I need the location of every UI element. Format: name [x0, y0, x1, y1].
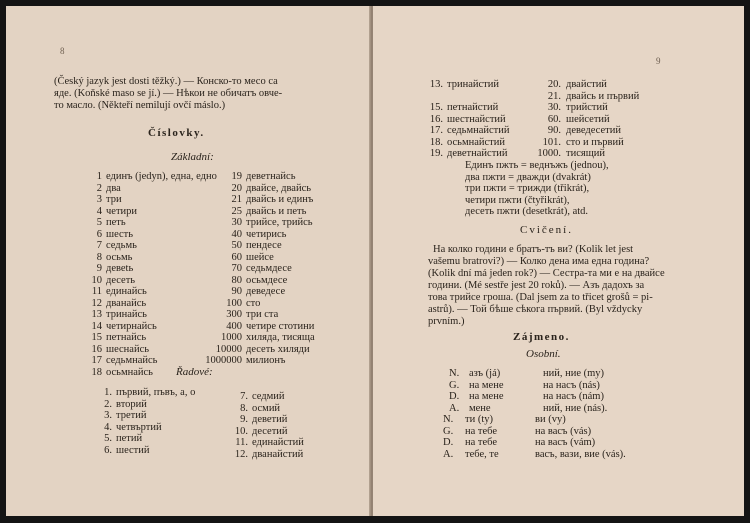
number: 1000	[221, 332, 242, 343]
number: 15.	[429, 102, 443, 113]
number: 17	[91, 355, 102, 366]
number: 1000000	[205, 355, 242, 366]
number: 90	[231, 286, 242, 297]
intro-line: то масло. (Někteří nemilují ovčí máslo.)	[54, 100, 226, 111]
ordinal-word: седьмнайстий	[447, 125, 510, 136]
number-word: четире стотини	[246, 320, 315, 332]
number: 6	[96, 228, 102, 240]
number: 12	[91, 297, 102, 309]
number: 15	[91, 332, 102, 343]
number: 18	[91, 366, 102, 378]
number: 100	[226, 297, 242, 309]
case-label: D.	[443, 437, 454, 448]
ordinal-word	[447, 91, 509, 103]
number: 21.	[547, 90, 561, 102]
word-column	[116, 387, 195, 456]
number-word: четирнайсь	[106, 320, 157, 332]
number: 3	[96, 194, 102, 205]
pronoun-form: на тебе	[465, 437, 498, 448]
number-column	[88, 171, 102, 378]
ordinal-word: осьмнайстий	[447, 136, 505, 148]
case-label: N.	[449, 368, 460, 379]
ordinal-word: шестнайстий	[447, 113, 506, 125]
number: 13.	[429, 79, 443, 90]
number: 1	[96, 171, 102, 182]
number-word: пендесе	[246, 240, 282, 251]
number-word: два	[106, 182, 121, 194]
ordinal-word: четвъртий	[116, 421, 162, 433]
number: 25	[231, 205, 242, 217]
section-heading: Cvičení.	[520, 224, 573, 236]
pronoun-form: мене	[469, 402, 491, 414]
number-word: сто	[246, 297, 261, 309]
number: 7	[96, 240, 102, 251]
singular-column	[465, 414, 499, 460]
number: 50	[231, 240, 242, 251]
number: 12.	[234, 448, 248, 460]
number: 20.	[547, 79, 561, 90]
ordinal-word: шестий	[116, 444, 150, 456]
number-word: три ста	[246, 309, 279, 320]
case-label: D.	[449, 391, 460, 402]
ordinal-word: десетий	[252, 425, 288, 437]
ordinal-word: тисящий	[566, 148, 606, 159]
intro-line: (Český jazyk jest dosti těžký.) — Конско-то месо са	[54, 76, 278, 87]
exercise-line: това трийсе гроша. (Dal jsem za to třicet grošů = pi-	[428, 292, 653, 303]
plural-column	[543, 368, 607, 414]
case-label: G.	[443, 425, 454, 437]
ordinal-word: деведесетий	[566, 125, 621, 136]
number-word: седьмь	[106, 240, 137, 251]
page-number: 8	[60, 46, 65, 56]
page-number: 9	[656, 56, 661, 66]
pronoun-form: на васъ (vám)	[535, 437, 596, 448]
number: 6.	[104, 444, 112, 456]
number-word: деведесе	[246, 286, 286, 297]
number: 4.	[104, 421, 112, 433]
number-word: шейсе	[246, 251, 274, 263]
number-word: двайсе, двайсь	[246, 182, 312, 194]
ordinal-word: тринайстий	[447, 79, 499, 90]
number-word: осьмь	[106, 251, 133, 263]
number: 400	[226, 320, 242, 332]
number-word: деветнайсь	[246, 171, 296, 182]
case-label: A.	[443, 448, 454, 460]
exercise-line: години. (Mé sestře jest 20 roků). — Азъ дадохъ за	[428, 280, 645, 291]
number: 90.	[547, 125, 561, 136]
number: 10	[91, 274, 102, 286]
number-word: осьмнайсь	[106, 366, 153, 378]
word-column	[447, 79, 509, 160]
case-label: A.	[449, 402, 460, 414]
number: 11.	[235, 437, 248, 448]
number-word: десеть	[106, 274, 136, 286]
ordinal-word: трийстий	[566, 102, 608, 113]
subsection-title: Osobní.	[526, 348, 561, 360]
number: 30.	[547, 102, 561, 113]
number: 16.	[429, 113, 443, 125]
number-word: петнайсь	[106, 332, 147, 343]
exercise-line: На колко години е братъ-тъ ви? (Kolik let jest	[433, 244, 634, 255]
number-word: четирись	[246, 228, 287, 240]
number: 60	[231, 251, 242, 263]
number-word: седьмнайсь	[106, 355, 158, 366]
multiplicative-line: Единъ пжть = веднъжъ (jednou),	[465, 160, 609, 171]
number-word: шеснайсь	[106, 343, 150, 355]
number: 1000.	[537, 148, 561, 159]
exercise-line: (Kolik dní má jeden rok?) — Сестра-та ми е на двайсе	[428, 268, 665, 279]
pronoun-form: ти (ty)	[465, 414, 493, 425]
case-label: N.	[443, 414, 454, 425]
left-page	[6, 6, 371, 516]
ordinal-word: двайстий	[566, 79, 607, 90]
number-word: десеть хиляди	[246, 343, 310, 355]
ordinal-word: третий	[116, 410, 147, 421]
pronoun-form: на васъ (vás)	[535, 425, 592, 437]
ordinal-word: първий, пъвъ, а, о	[116, 387, 196, 398]
ordinal-word: петий	[116, 433, 143, 444]
ordinal-word: единайстий	[252, 437, 304, 448]
pronoun-form: ви (vy)	[535, 414, 566, 425]
pronoun-form: на мене	[469, 379, 504, 391]
number	[421, 91, 443, 103]
multiplicative-line: четири пжти (čtyřikrát),	[465, 194, 570, 206]
number-column	[94, 387, 112, 456]
word-column	[566, 79, 639, 160]
pronoun-form: ний, ние (my)	[543, 368, 605, 379]
number: 21	[231, 194, 242, 205]
number: 2.	[104, 398, 112, 410]
ordinal-word: осмий	[252, 402, 281, 414]
number: 11	[91, 286, 102, 297]
word-column	[246, 171, 315, 367]
number-word: единъ (jedyn), една, едно	[106, 171, 217, 182]
ordinal-word: дванайстий	[252, 448, 304, 460]
number-word: четири	[106, 205, 138, 217]
number-word: трийсе, трийсь	[246, 217, 313, 228]
subsection-title: Řadové:	[176, 366, 213, 378]
ordinal-word: сто и първий	[566, 136, 624, 148]
ordinal-word: деветий	[252, 414, 288, 425]
number-word: дванайсь	[106, 297, 147, 309]
number: 7.	[240, 391, 248, 402]
case-column	[443, 414, 453, 460]
number-column	[184, 171, 242, 367]
ordinal-word: деветнайстий	[447, 148, 508, 159]
pronoun-form: тебе, те	[465, 448, 499, 460]
number: 8	[96, 251, 102, 263]
intro-line: яде. (Koňské maso se jí.) — Нѣкои не обичатъ овче-	[54, 88, 283, 99]
plural-column	[535, 414, 626, 460]
number: 9.	[240, 414, 248, 425]
number-word: шесть	[106, 228, 134, 240]
section-heading: Zájmeno.	[513, 331, 570, 343]
number: 16	[91, 343, 102, 355]
number-word: двайсь и петь	[246, 205, 307, 217]
pronoun-form: васъ, вази, вие (vás).	[535, 448, 626, 460]
pronoun-form: азъ (já)	[469, 368, 501, 379]
right-page	[373, 6, 744, 516]
number-column	[421, 79, 443, 160]
word-column	[252, 391, 304, 460]
number: 14	[91, 320, 102, 332]
number: 2	[96, 182, 102, 194]
number: 10000	[215, 343, 242, 355]
pronoun-form: на тебе	[465, 425, 498, 437]
ordinal-word: вторий	[116, 398, 147, 410]
number: 20	[231, 182, 242, 194]
number: 70	[231, 263, 242, 274]
ordinal-word: шейсетий	[566, 113, 610, 125]
number-word: двайсь и единъ	[246, 194, 314, 205]
pronoun-form: на мене	[469, 391, 504, 402]
number: 4	[96, 205, 102, 217]
number-word: единайсь	[106, 286, 147, 297]
pronoun-form: на насъ (nám)	[543, 391, 604, 402]
multiplicative-line: десеть пжти (desetkrát), atd.	[465, 206, 589, 217]
number-column	[525, 79, 561, 160]
multiplicative-list	[465, 160, 609, 218]
exercise-line: astrů). — Той бѣше сѣкога първий. (Byl vždycky	[428, 304, 643, 315]
singular-column	[469, 368, 504, 414]
section-heading: Číslovky.	[148, 127, 205, 139]
number: 40	[231, 228, 242, 240]
ordinal-word: двайсь и първий	[566, 90, 640, 102]
exercise-line: prvním.)	[428, 316, 465, 327]
number: 5	[96, 217, 102, 228]
number-word: седьмдесе	[246, 263, 292, 274]
multiplicative-line: три пжти = трижди (třikrát),	[465, 183, 590, 194]
number: 19.	[429, 148, 443, 159]
exercise-line: vašemu bratrovi?) — Колко дена има една година?	[428, 256, 650, 267]
pronoun-form: ний, ние (nás).	[543, 402, 608, 414]
number: 300	[226, 309, 242, 320]
number: 60.	[547, 113, 561, 125]
number: 17.	[429, 125, 443, 136]
number: 30	[231, 217, 242, 228]
number-column	[228, 391, 248, 460]
number: 3.	[104, 410, 112, 421]
number: 8.	[240, 402, 248, 414]
number: 80	[231, 274, 242, 286]
number: 10.	[234, 425, 248, 437]
number: 5.	[104, 433, 112, 444]
number: 19	[231, 171, 242, 182]
ordinal-word: седмий	[252, 391, 285, 402]
number-word: девеtь	[106, 263, 134, 274]
number-word: хиляда, тисяща	[246, 332, 315, 343]
number: 9	[96, 263, 102, 274]
case-label: G.	[449, 379, 460, 391]
number: 18.	[429, 136, 443, 148]
number: 13	[91, 309, 102, 320]
pronoun-form: на насъ (nás)	[543, 379, 600, 391]
number-word: три	[106, 194, 122, 205]
number-word: осьмдесе	[246, 274, 288, 286]
number: 101.	[542, 136, 561, 148]
multiplicative-line: два пжти = дважди (dvakrát)	[465, 171, 591, 183]
number: 1.	[104, 387, 112, 398]
case-column	[449, 368, 459, 414]
number-word: тринайсь	[106, 309, 147, 320]
ordinal-word: петнайстий	[447, 102, 499, 113]
number-word: милионъ	[246, 355, 286, 366]
subsection-title: Základní:	[171, 151, 214, 163]
number-word: петь	[106, 217, 126, 228]
